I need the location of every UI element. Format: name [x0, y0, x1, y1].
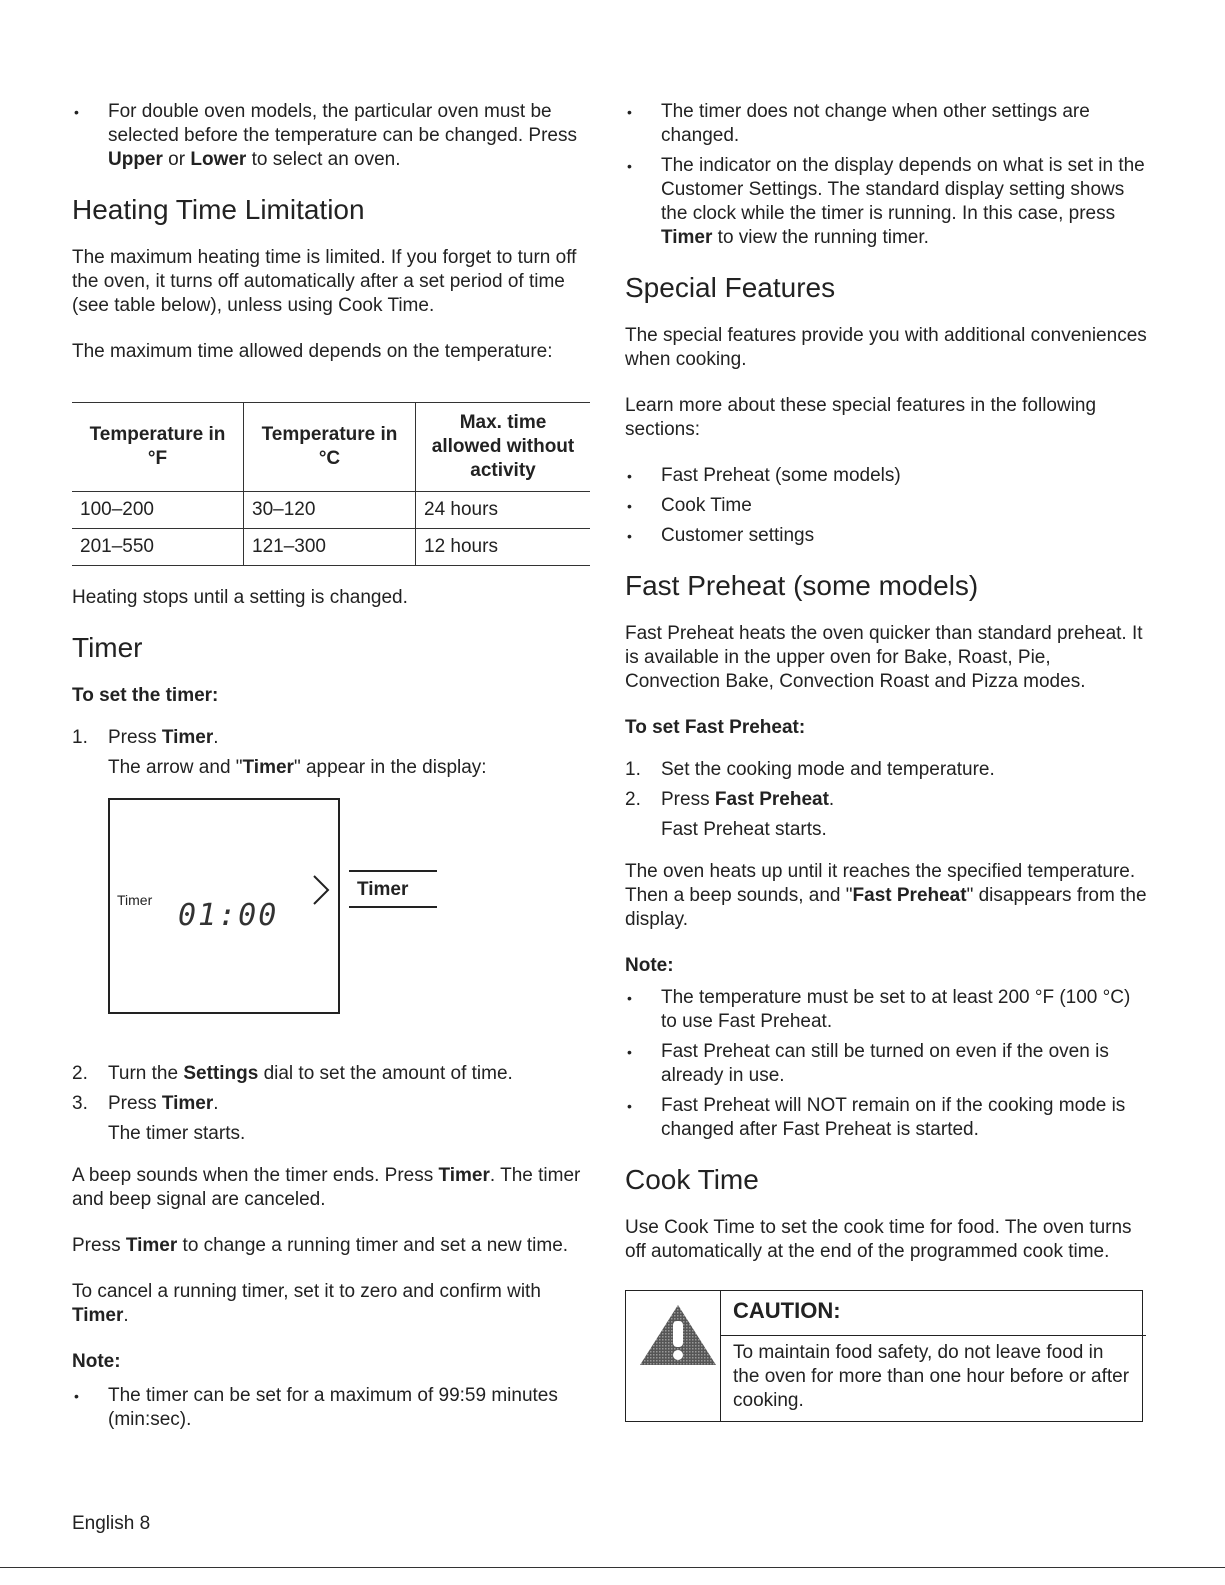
- step-number: 1.: [72, 727, 88, 748]
- heading-cook-time: Cook Time: [625, 1164, 759, 1195]
- heading-timer: Timer: [72, 632, 143, 663]
- heating-time-table: [72, 402, 590, 566]
- list-item: • Fast Preheat can still be turned on even if the oven is already in use.: [625, 1040, 1147, 1088]
- step3-dot: .: [213, 1093, 219, 1114]
- heading-special-features: Special Features: [625, 272, 836, 303]
- change-a: Press: [72, 1235, 126, 1256]
- step1-sub-b: " appear in the display:: [293, 757, 487, 778]
- cancel-b: .: [123, 1305, 129, 1326]
- fstep2-dot: .: [828, 789, 835, 810]
- list-item: [625, 788, 1147, 842]
- step2-a: Turn the: [108, 1063, 184, 1084]
- list-item: [72, 100, 592, 172]
- step-number: 1.: [625, 759, 641, 780]
- fast-note-list: [625, 986, 1147, 1142]
- table-header-max-time: Max. time allowed without activity: [416, 403, 591, 492]
- table-row: [72, 529, 590, 566]
- beep-b: . The timer and beep signal are canceled.: [72, 1165, 581, 1210]
- display-timer-label: Timer: [117, 892, 153, 908]
- right-column: [625, 100, 1147, 1422]
- intro-or: or: [162, 149, 191, 170]
- table-row: [72, 492, 590, 529]
- heating-paragraph-1: The maximum heating time is limited. If you forget to turn off the oven, it turns off automatically after a set period of time (see table below), unless using Cook Time.: [72, 247, 577, 316]
- cell-f: 201–550: [80, 536, 154, 557]
- step1-press: Press: [108, 727, 162, 748]
- timer-note-list: [72, 1384, 592, 1432]
- fast-p2-a: The oven heats up until it reaches the specified temperature. Then a beep sounds, and ": [625, 861, 1136, 906]
- subheading-set-timer: To set the timer:: [72, 685, 219, 706]
- list-item: • The temperature must be set to at least 200 °F (100 °C) to use Fast Preheat.: [625, 986, 1147, 1034]
- list-item: [625, 758, 1147, 782]
- step1-sub-a: The arrow and ": [108, 757, 243, 778]
- fstep2-bold: Fast Preheat: [714, 789, 829, 810]
- caution-icon-cell: [626, 1291, 721, 1421]
- step3-bold: Timer: [161, 1093, 214, 1114]
- display-panel: [108, 798, 340, 1014]
- cancel-a: To cancel a running timer, set it to zero and confirm with: [72, 1281, 541, 1302]
- timer-info-list: [625, 100, 1147, 250]
- cancel-paragraph: [72, 1280, 592, 1328]
- cancel-bold: Timer: [72, 1305, 124, 1326]
- list-item: [72, 726, 592, 780]
- intro-list: [72, 100, 592, 172]
- b2-b: to view the running timer.: [712, 227, 929, 248]
- step3-press: Press: [108, 1093, 162, 1114]
- step2-b: dial to set the amount of time.: [258, 1063, 513, 1084]
- subheading-set-fast-preheat: To set Fast Preheat:: [625, 717, 806, 738]
- timer-steps: [72, 726, 592, 780]
- heating-paragraph-3: Heating stops until a setting is changed.: [72, 587, 408, 608]
- fast-p2-b: " disappears from the display.: [625, 885, 1147, 930]
- step1-bold: Timer: [161, 727, 214, 748]
- timer-note-label: Note:: [72, 1351, 121, 1372]
- intro-press: Press: [528, 125, 577, 146]
- special-features-list: [625, 464, 1147, 548]
- step-number: 2.: [72, 1063, 88, 1084]
- list-item: • The timer can be set for a maximum of 99:59 minutes (min:sec).: [72, 1384, 592, 1432]
- list-item: [72, 1092, 592, 1146]
- cell-c: 121–300: [244, 529, 416, 566]
- intro-lower: Lower: [190, 149, 247, 170]
- step2-bold: Settings: [183, 1063, 259, 1084]
- intro-upper: Upper: [108, 149, 163, 170]
- fstep2-press: Press: [661, 789, 715, 810]
- cell-time: 12 hours: [416, 529, 591, 566]
- intro-tail: to select an oven.: [246, 149, 401, 170]
- beep-a: A beep sounds when the timer ends. Press: [72, 1165, 439, 1186]
- change-b: to change a running timer and set a new time.: [177, 1235, 569, 1256]
- cook-paragraph-1: Use Cook Time to set the cook time for food. The oven turns off automatically at the end of the programmed cook time.: [625, 1217, 1132, 1262]
- caution-title: CAUTION:: [721, 1291, 1146, 1336]
- fast-p2-bold: Fast Preheat: [852, 885, 967, 906]
- timer-display-illustration: [108, 798, 592, 1048]
- caution-text: To maintain food safety, do not leave food in the oven for more than one hour before or after cooking.: [733, 1342, 1130, 1411]
- b2-bold: Timer: [661, 227, 713, 248]
- display-callout-timer: Timer: [349, 870, 437, 908]
- list-item: • Customer settings: [625, 524, 1147, 548]
- heading-fast-preheat: Fast Preheat (some models): [625, 570, 979, 601]
- timer-steps-continued: [72, 1062, 592, 1146]
- heading-heating-time-limitation: Heating Time Limitation: [72, 194, 365, 225]
- fast-paragraph-2: [625, 860, 1147, 932]
- special-paragraph-2: Learn more about these special features in the following sections:: [625, 395, 1097, 440]
- fstep2-sub: Fast Preheat starts.: [661, 819, 827, 840]
- fstep1-text: Set the cooking mode and temperature.: [661, 759, 995, 780]
- table-header-celsius: Temperature in °C: [244, 403, 416, 492]
- caution-box: [625, 1290, 1143, 1422]
- fast-preheat-steps: [625, 758, 1147, 842]
- cell-f: 100–200: [80, 499, 154, 520]
- change-paragraph: [72, 1234, 592, 1258]
- cell-time: 24 hours: [416, 492, 591, 529]
- beep-paragraph: [72, 1164, 592, 1212]
- step-number: 3.: [72, 1093, 88, 1114]
- chevron-right-icon: [308, 872, 334, 908]
- warning-triangle-icon: [638, 1303, 718, 1367]
- list-item: • Fast Preheat (some models): [625, 464, 1147, 488]
- step1-dot: .: [213, 727, 219, 748]
- list-item: [72, 1062, 592, 1086]
- left-column: [72, 100, 592, 1454]
- special-paragraph-1: The special features provide you with additional conveniences when cooking.: [625, 325, 1147, 370]
- step3-sub: The timer starts.: [108, 1123, 246, 1144]
- page-footer: English 8: [72, 1513, 151, 1534]
- table-header-fahrenheit: Temperature in °F: [89, 424, 226, 469]
- intro-bullet-text: For double oven models, the particular oven must be selected before the temperature can be changed.: [108, 101, 552, 146]
- b2-a: The indicator on the display depends on what is set in the Customer Settings. The standard display setting shows the clock while the timer is running. In this case, press: [661, 155, 1145, 224]
- step1-sub-bold: Timer: [242, 757, 294, 778]
- step-number: 2.: [625, 789, 641, 810]
- fast-paragraph-1: Fast Preheat heats the oven quicker than standard preheat. It is available in the upper oven for Bake, Roast, Pie, Convection Bake, Convection Roast and Pizza modes.: [625, 623, 1143, 692]
- heating-paragraph-2: The maximum time allowed depends on the temperature:: [72, 341, 553, 362]
- list-item: • The timer does not change when other settings are changed.: [625, 100, 1147, 148]
- change-bold: Timer: [125, 1235, 178, 1256]
- beep-bold: Timer: [438, 1165, 490, 1186]
- fast-note-label: Note:: [625, 955, 674, 976]
- list-item: • Fast Preheat will NOT remain on if the cooking mode is changed after Fast Preheat is started.: [625, 1094, 1147, 1142]
- display-digits: 01:00: [178, 898, 279, 933]
- bottom-rule: [0, 1567, 1225, 1568]
- list-item: [625, 154, 1147, 250]
- step1-sub: [108, 756, 592, 780]
- cell-c: 30–120: [244, 492, 416, 529]
- list-item: • Cook Time: [625, 494, 1147, 518]
